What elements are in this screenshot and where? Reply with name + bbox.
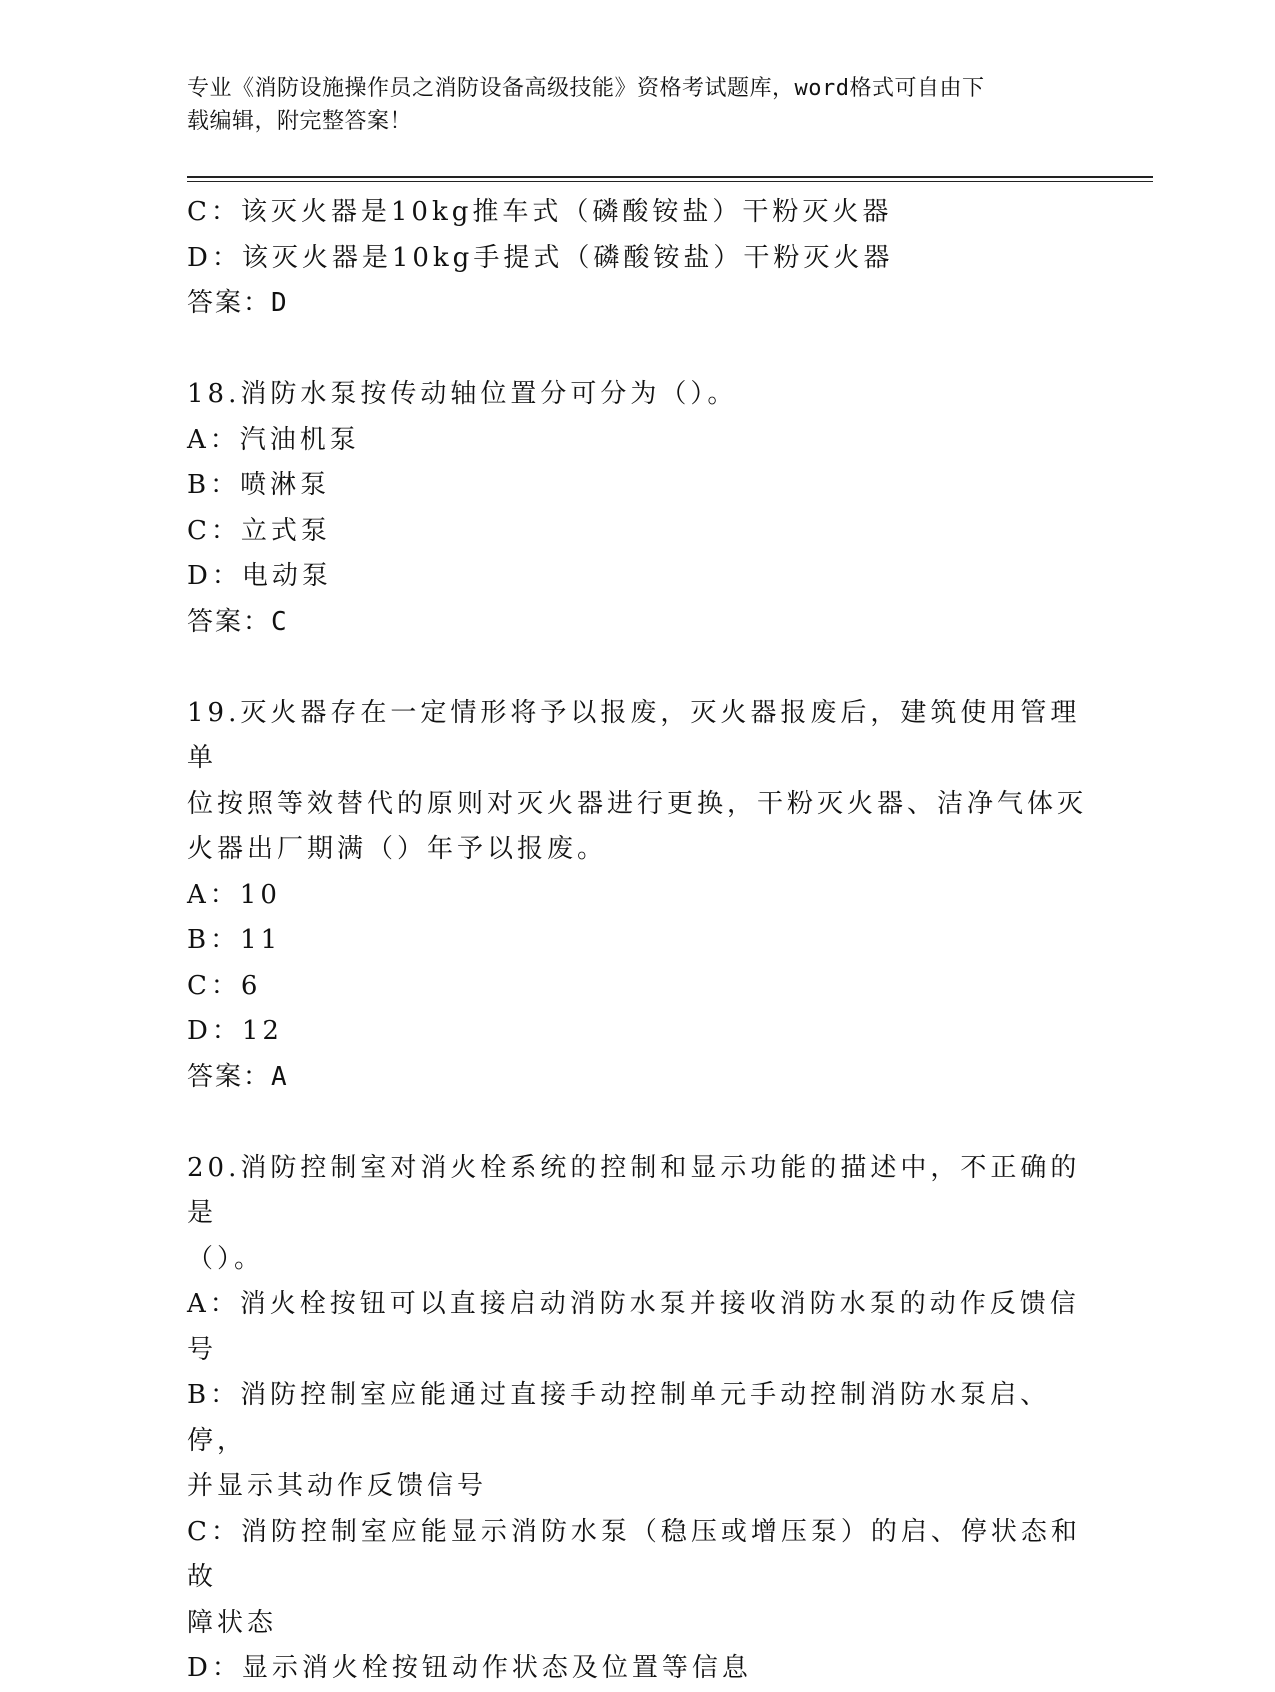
option-c: C：该灭火器是10kg推车式（磷酸铵盐）干粉灭火器 — [187, 197, 893, 227]
answer: 答案：C — [187, 606, 289, 637]
header-divider-thin — [187, 181, 1153, 182]
option-c-line-2: 障状态 — [187, 1607, 278, 1638]
option-d: D：显示消火栓按钮动作状态及位置等信息 — [187, 1653, 752, 1683]
option-b-line-2: 并显示其动作反馈信号 — [187, 1471, 488, 1501]
header-line-2: 载编辑，附完整答案！ — [187, 109, 413, 134]
question-20 — [187, 1146, 1087, 1692]
option-a: A：消火栓按钮可以直接启动消防水泵并接收消防水泵的动作反馈信号 — [187, 1289, 1080, 1365]
option-a: A：10 — [187, 879, 281, 910]
option-b: B：11 — [187, 925, 282, 955]
answer: 答案：A — [187, 1061, 289, 1092]
option-a: A：汽油机泵 — [187, 424, 360, 455]
document-header — [187, 72, 1087, 138]
question-stem-line-1: 19.灭火器存在一定情形将予以报废，灭火器报废后，建筑使用管理单 — [187, 697, 1081, 773]
option-c-line-1: C：消防控制室应能显示消防水泵（稳压或增压泵）的启、停状态和故 — [187, 1516, 1081, 1592]
option-d: D：电动泵 — [187, 561, 332, 591]
question-18 — [187, 372, 1087, 645]
spacer — [187, 645, 1087, 691]
question-19 — [187, 691, 1087, 1101]
question-stem: 18.消防水泵按传动轴位置分可分为（）。 — [187, 379, 738, 409]
spacer — [187, 327, 1087, 373]
option-c: C：6 — [187, 970, 262, 1001]
option-b-line-1: B：消防控制室应能通过直接手动控制单元手动控制消防水泵启、停， — [187, 1380, 1051, 1456]
question-17-tail — [187, 190, 1087, 327]
question-stem-line-2: （）。 — [187, 1243, 265, 1274]
option-c: C：立式泵 — [187, 515, 331, 546]
option-d: D：该灭火器是10kg手提式（磷酸铵盐）干粉灭火器 — [187, 242, 894, 273]
question-stem-line-2: 位按照等效替代的原则对灭火器进行更换，干粉灭火器、洁净气体灭 — [187, 788, 1088, 819]
header-divider-thick — [187, 176, 1153, 178]
option-b: B：喷淋泵 — [187, 470, 331, 500]
option-d: D：12 — [187, 1016, 283, 1046]
question-stem-line-1: 20.消防控制室对消火栓系统的控制和显示功能的描述中，不正确的是 — [187, 1152, 1081, 1228]
answer: 答案：D — [187, 288, 289, 318]
header-line-1: 专业《消防设施操作员之消防设备高级技能》资格考试题库，word格式可自由下 — [187, 76, 985, 101]
question-list — [187, 190, 1087, 1692]
question-stem-line-3: 火器出厂期满（）年予以报废。 — [187, 834, 608, 864]
spacer — [187, 1100, 1087, 1146]
